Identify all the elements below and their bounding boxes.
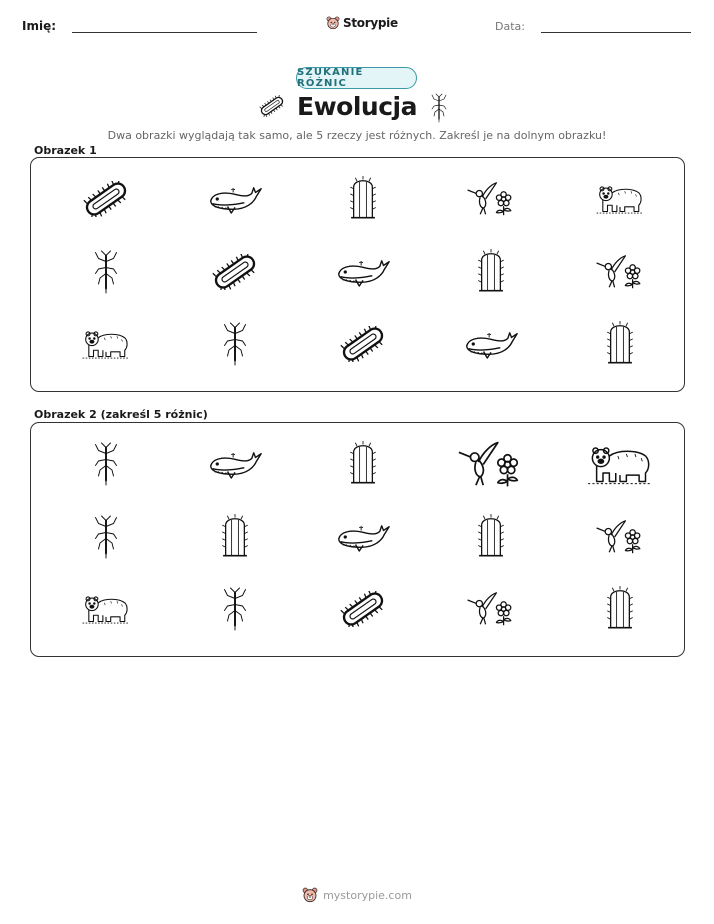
picture1-panel	[30, 157, 685, 392]
hummingbird-icon	[464, 181, 518, 217]
cactus-picture	[310, 164, 415, 234]
date-label: Data:	[495, 20, 525, 33]
bacteria-picture	[310, 309, 415, 379]
footer	[0, 887, 714, 903]
polar-bear-icon	[595, 181, 645, 217]
cactus-icon	[218, 510, 252, 564]
picture2-label: Obrazek 2 (zakreśl 5 różnic)	[34, 408, 208, 421]
page-title: Ewolucja	[297, 92, 417, 121]
whale-icon	[335, 253, 391, 291]
footer-url: mystorypie.com	[323, 888, 412, 902]
brand-logo	[326, 13, 398, 33]
stick-insect-picture	[53, 237, 158, 307]
stick-insect-icon	[220, 321, 250, 367]
cactus-icon	[474, 245, 508, 299]
cactus-picture	[567, 309, 672, 379]
hummingbird-picture	[567, 237, 672, 307]
cactus-picture	[438, 237, 543, 307]
bacteria-picture[interactable]	[310, 574, 415, 644]
polar-bear-picture[interactable]	[567, 429, 672, 499]
whale-picture[interactable]	[182, 429, 287, 499]
hummingbird-icon	[593, 254, 647, 290]
cactus-picture[interactable]	[182, 502, 287, 572]
picture1-label: Obrazek 1	[34, 144, 97, 157]
cactus-picture[interactable]	[567, 574, 672, 644]
cactus-picture[interactable]	[310, 429, 415, 499]
bacteria-icon	[336, 326, 390, 362]
hummingbird-icon	[454, 440, 527, 489]
polar-bear-icon	[81, 326, 131, 362]
hummingbird-picture[interactable]	[438, 574, 543, 644]
stick-insect-picture	[182, 309, 287, 379]
cactus-icon	[474, 510, 508, 564]
bacteria-icon	[79, 181, 133, 217]
whale-picture	[310, 237, 415, 307]
hummingbird-picture[interactable]	[567, 502, 672, 572]
whale-picture	[438, 309, 543, 379]
name-label: Imię:	[22, 19, 57, 33]
bear-logo-icon	[326, 16, 340, 30]
cactus-picture[interactable]	[438, 502, 543, 572]
cactus-icon	[603, 317, 637, 371]
instruction-text: Dwa obrazki wyglądają tak samo, ale 5 rzeczy jest różnych. Zakreśl je na dolnym obrazku!	[107, 129, 607, 142]
bacteria-icon	[208, 254, 262, 290]
activity-badge: SZUKANIE RÓŻNIC	[296, 67, 417, 89]
hummingbird-icon	[593, 519, 647, 555]
date-field[interactable]	[541, 32, 691, 33]
cactus-icon	[346, 172, 380, 226]
name-field[interactable]	[72, 32, 257, 33]
stick-insect-icon	[91, 441, 121, 487]
bear-logo-icon	[302, 887, 318, 903]
stick-insect-picture[interactable]	[53, 502, 158, 572]
picture2-panel[interactable]	[30, 422, 685, 657]
stick-insect-icon	[428, 93, 450, 123]
stick-insect-icon	[91, 514, 121, 560]
bacteria-picture	[53, 164, 158, 234]
bacteria-picture	[182, 237, 287, 307]
hummingbird-picture	[438, 164, 543, 234]
whale-icon	[463, 325, 519, 363]
cactus-icon	[603, 582, 637, 636]
polar-bear-icon	[81, 591, 131, 627]
whale-picture	[182, 164, 287, 234]
stick-insect-picture[interactable]	[53, 429, 158, 499]
whale-icon	[207, 445, 263, 483]
hummingbird-picture[interactable]	[438, 429, 543, 499]
cactus-icon	[346, 437, 380, 491]
stick-insect-picture[interactable]	[182, 574, 287, 644]
brand-name: Storypie	[343, 16, 398, 30]
bacteria-icon	[336, 591, 390, 627]
whale-icon	[335, 518, 391, 556]
stick-insect-icon	[91, 249, 121, 295]
polar-bear-picture[interactable]	[53, 574, 158, 644]
whale-picture[interactable]	[310, 502, 415, 572]
whale-icon	[207, 180, 263, 218]
stick-insect-icon	[220, 586, 250, 632]
hummingbird-icon	[464, 591, 518, 627]
polar-bear-picture	[53, 309, 158, 379]
polar-bear-icon	[586, 440, 654, 489]
polar-bear-picture	[567, 164, 672, 234]
